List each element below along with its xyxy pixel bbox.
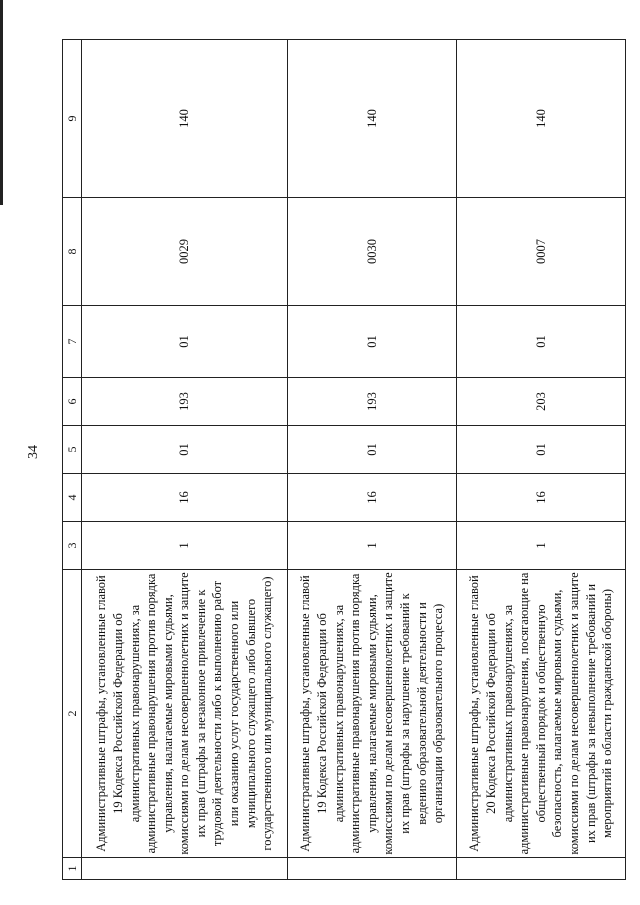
- row-3-col-3: 1: [457, 522, 626, 570]
- row-2-col-3: 1: [288, 522, 457, 570]
- row-1-description: Административные штрафы, установленные главой 19 Кодекса Российской Федерации об административных правонарушениях, за административные правонарушения против порядка управления, налагаемые мировыми судьями, комиссиями по делам несовершеннолетних и защите их прав (штрафы за незаконное привлечение к трудовой деятельности либо к выполнению работ или оказанию услуг государственного или муниципального служащего либо бывшего государственного или муниципального служащего): [82, 570, 288, 858]
- row-2-col-4: 16: [288, 474, 457, 522]
- row-3-description: Административные штрафы, установленные главой 20 Кодекса Российской Федерации об административных правонарушениях, за административные правонарушения, посягающие на общественный порядок и общественную безопасность, налагаемые мировыми судьями, комиссиями по делам несовершеннолетних и защите их прав (штрафы за невыполнение требований и мероприятий в области гражданской обороны): [457, 570, 626, 858]
- header-col-6: 6: [63, 378, 82, 426]
- row-3-col-8: 0007: [457, 198, 626, 306]
- header-col-4: 4: [63, 474, 82, 522]
- row-3-col-4: 16: [457, 474, 626, 522]
- rotated-table-container: [62, 40, 626, 880]
- scan-edge-mark: [0, 0, 3, 205]
- row-2-description: Административные штрафы, установленные главой 19 Кодекса Российской Федерации об административных правонарушениях, за административные правонарушения против порядка управления, налагаемые мировыми судьями, комиссиями по делам несовершеннолетних и защите их прав (штрафы за нарушение требований к ведению образовательной деятельности и организации образовательного процесса): [288, 570, 457, 858]
- header-col-7: 7: [63, 306, 82, 378]
- row-3-col-7: 01: [457, 306, 626, 378]
- header-col-2: 2: [63, 570, 82, 858]
- row-1-col-3: 1: [82, 522, 288, 570]
- row-2-col-9: 140: [288, 40, 457, 198]
- row-1-col-8: 0029: [82, 198, 288, 306]
- header-col-9: 9: [63, 40, 82, 198]
- row-1-col-9: 140: [82, 40, 288, 198]
- row-3-col-5: 01: [457, 426, 626, 474]
- row-1-col-5: 01: [82, 426, 288, 474]
- row-1-col-6: 193: [82, 378, 288, 426]
- row-3-col-6: 203: [457, 378, 626, 426]
- header-col-1: 1: [63, 858, 82, 880]
- row-1-col-1: [82, 858, 288, 880]
- table-row: [82, 40, 288, 880]
- table-row: [457, 40, 626, 880]
- table-row: [288, 40, 457, 880]
- row-2-col-5: 01: [288, 426, 457, 474]
- row-3-col-9: 140: [457, 40, 626, 198]
- row-1-col-7: 01: [82, 306, 288, 378]
- row-1-col-4: 16: [82, 474, 288, 522]
- header-col-3: 3: [63, 522, 82, 570]
- row-2-col-6: 193: [288, 378, 457, 426]
- row-2-col-8: 0030: [288, 198, 457, 306]
- page-number: 34: [26, 445, 41, 459]
- row-2-col-1: [288, 858, 457, 880]
- header-col-5: 5: [63, 426, 82, 474]
- header-row: [63, 40, 82, 880]
- header-col-8: 8: [63, 198, 82, 306]
- row-3-col-1: [457, 858, 626, 880]
- budget-codes-table: [62, 39, 626, 880]
- row-2-col-7: 01: [288, 306, 457, 378]
